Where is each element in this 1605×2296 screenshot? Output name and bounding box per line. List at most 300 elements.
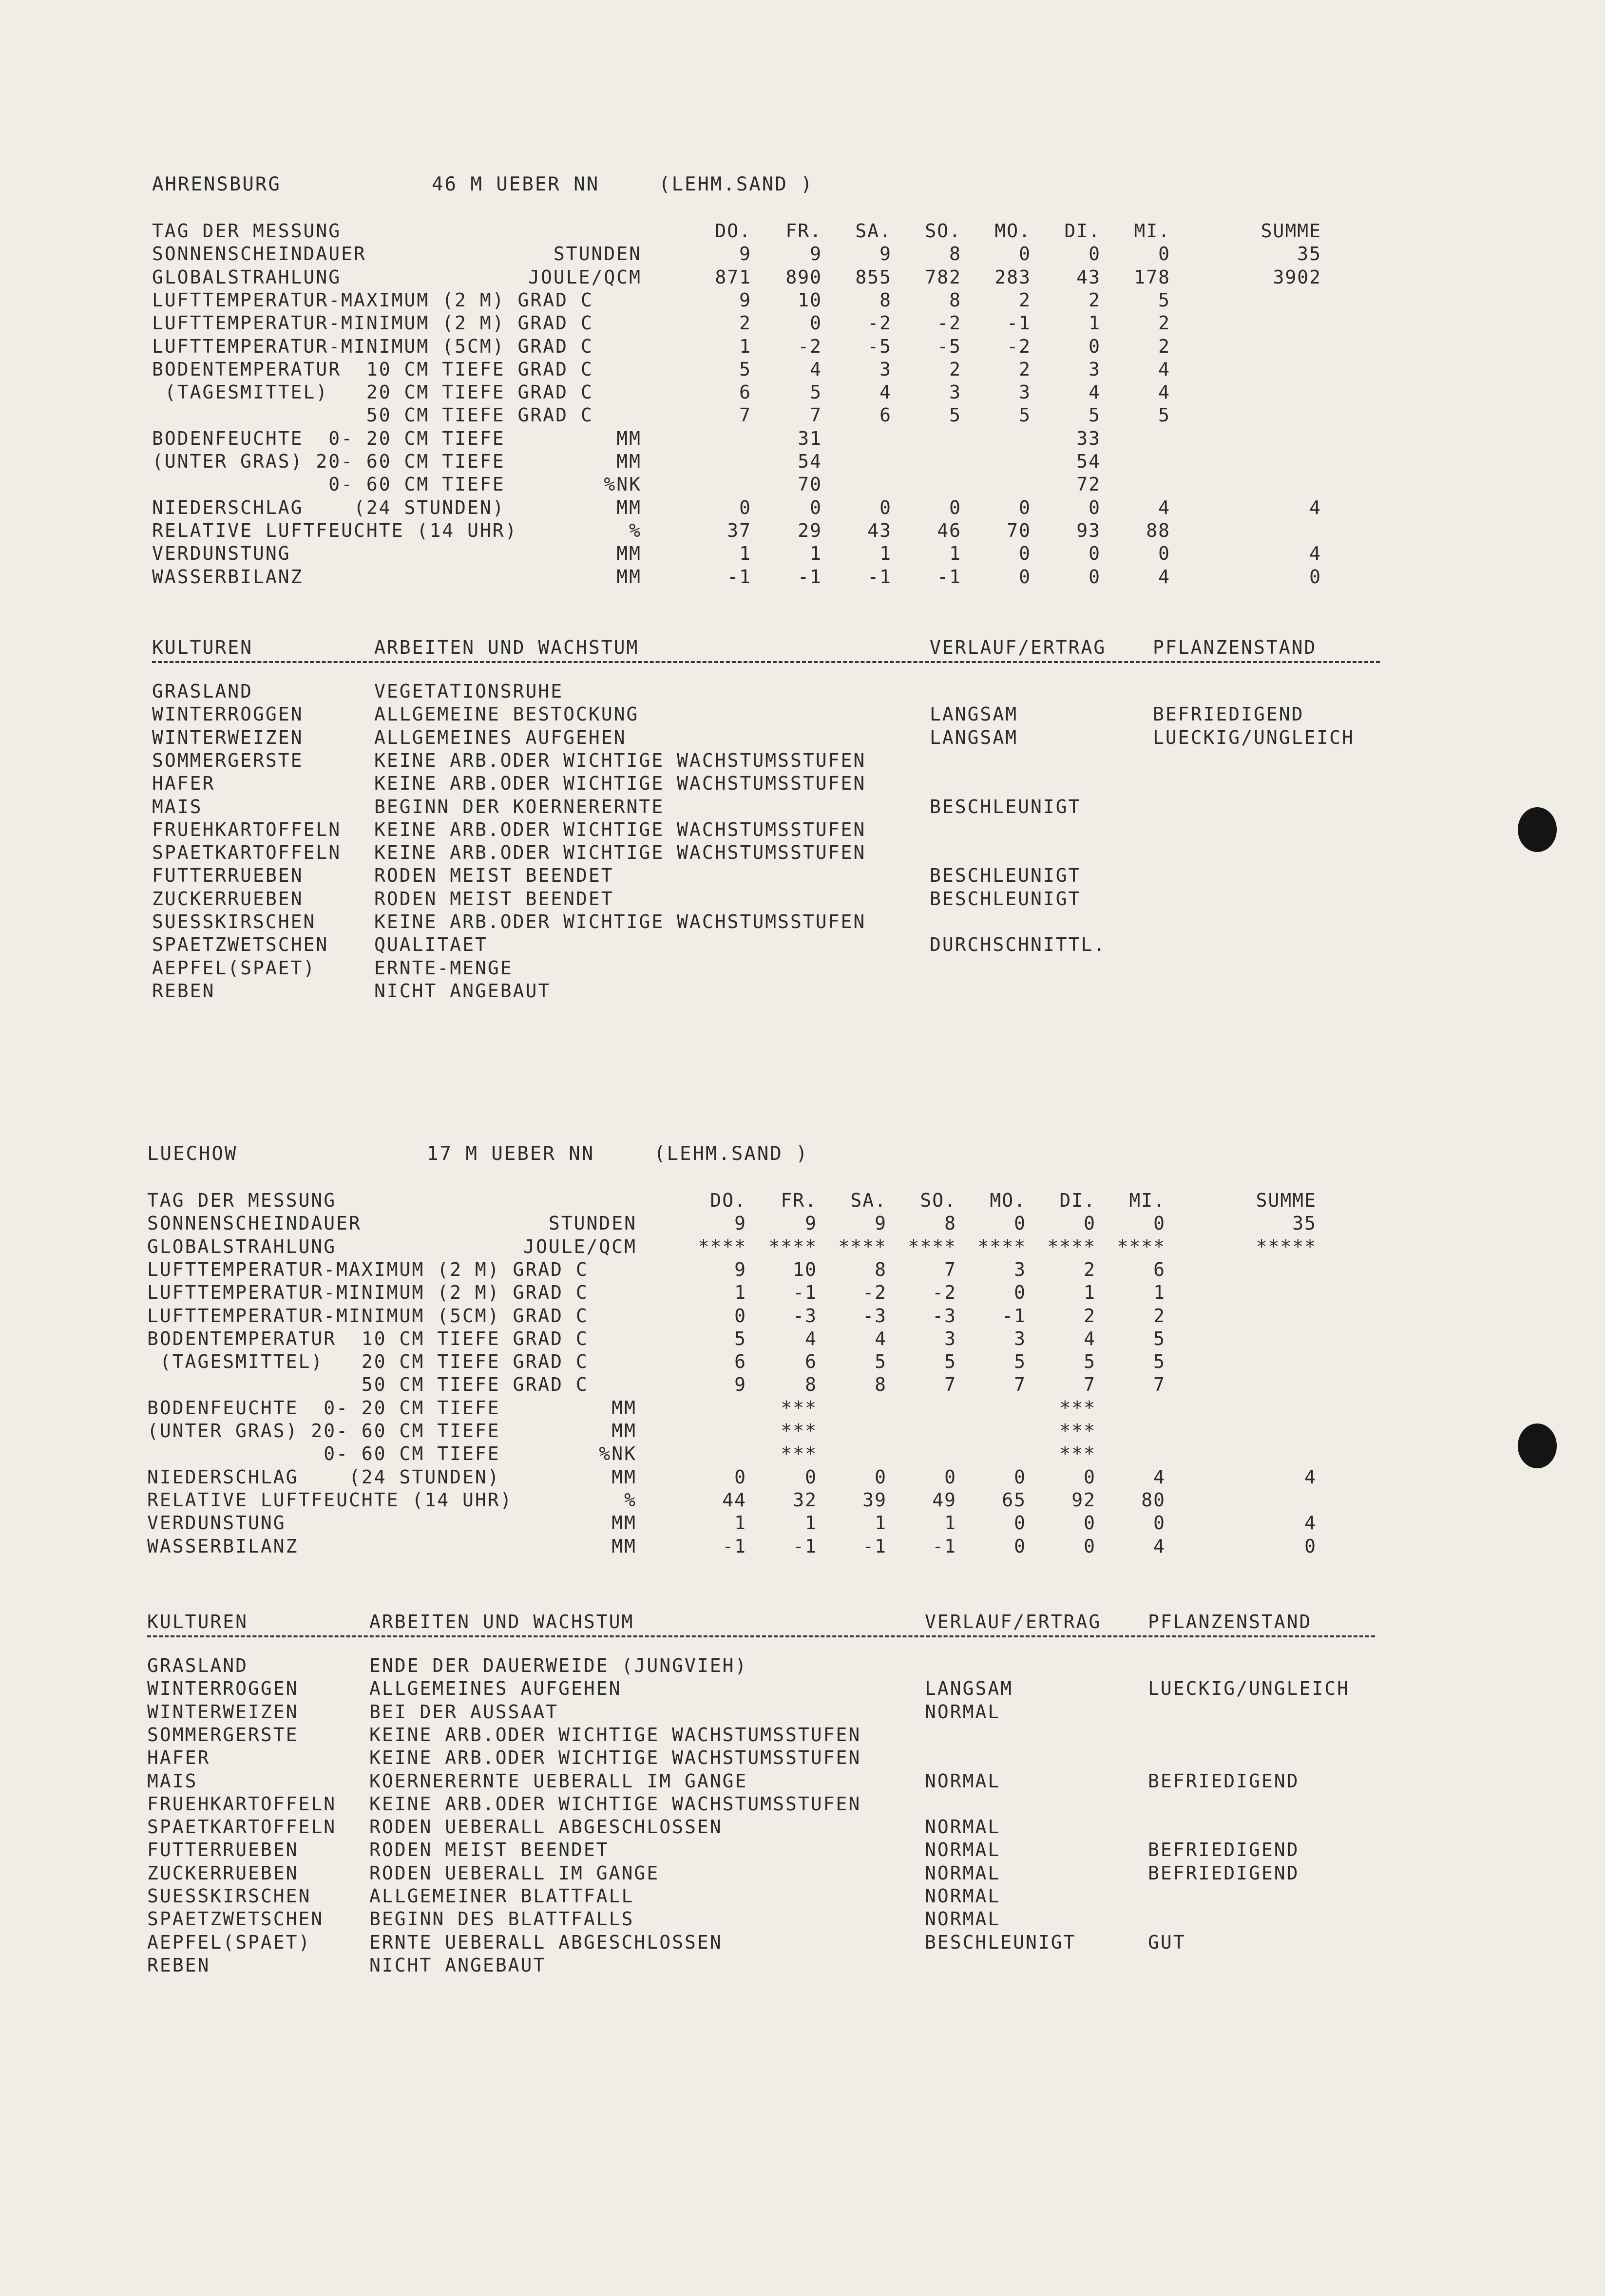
weather-value: 7 (1153, 1374, 1166, 1396)
crop-row (152, 702, 1395, 726)
crop-state: LUECKIG/UNGLEICH (1148, 1678, 1350, 1700)
weather-label: NIEDERSCHLAG (24 STUNDEN) (147, 1466, 500, 1488)
weather-value: 2 (949, 358, 961, 380)
weather-value: -3 (793, 1305, 817, 1327)
crop-work: ALLGEMEINES AUFGEHEN (374, 726, 627, 748)
day-header: FR. (781, 1190, 817, 1211)
weather-value: -2 (932, 1282, 956, 1304)
weather-value: 3 (1014, 1328, 1026, 1349)
crop-name: SOMMERGERSTE (152, 749, 304, 771)
weather-value: 49 (932, 1489, 956, 1511)
crop-course: NORMAL (925, 1770, 1001, 1792)
weather-row (152, 565, 1321, 588)
weather-label-cell (147, 1235, 637, 1258)
weather-label-cell (152, 242, 642, 266)
crop-work: KEINE ARB.ODER WICHTIGE WACHSTUMSSTUFEN (374, 842, 866, 864)
weather-value: 46 (937, 519, 961, 541)
crop-row (152, 841, 1395, 864)
crop-row (152, 887, 1395, 911)
weather-value: 6 (1153, 1258, 1166, 1280)
weather-header-row (147, 1189, 1317, 1212)
crop-row (147, 1654, 1390, 1677)
weather-value: 0 (1014, 1535, 1026, 1557)
crop-state: LUECKIG/UNGLEICH (1153, 726, 1355, 748)
weather-value: 10 (798, 289, 822, 311)
weather-row (152, 242, 1321, 266)
crop-row (152, 910, 1395, 933)
crop-name: SUESSKIRSCHEN (152, 911, 316, 932)
weather-label: (TAGESMITTEL) 20 CM TIEFE GRAD C (147, 1351, 589, 1373)
crop-row (147, 1769, 1390, 1793)
weather-label: (UNTER GRAS) 20- 60 CM TIEFE (152, 451, 505, 472)
crop-work: KEINE ARB.ODER WICHTIGE WACHSTUMSSTUFEN (374, 773, 866, 795)
weather-value: **** (977, 1235, 1026, 1257)
weather-value: 0 (1084, 1535, 1096, 1557)
weather-row (147, 1511, 1317, 1535)
weather-value: 5 (1153, 1328, 1166, 1349)
weather-value: 0 (739, 496, 751, 518)
weather-value: -1 (727, 566, 751, 588)
weather-label-cell (152, 266, 642, 289)
weather-value: 2 (1089, 289, 1101, 311)
station-ahrensburg (152, 173, 1605, 1245)
weather-label-cell (152, 565, 642, 588)
weather-value: 0 (1014, 1213, 1026, 1234)
weather-value: -1 (867, 566, 892, 588)
weather-row (152, 358, 1321, 381)
weather-value: 5 (875, 1351, 887, 1373)
crop-name: SUESSKIRSCHEN (147, 1885, 311, 1907)
weather-value: 3 (879, 358, 892, 380)
weather-header-row (152, 219, 1321, 243)
weather-value: 5 (810, 381, 822, 403)
weather-value: 9 (875, 1213, 887, 1234)
weather-value: **** (838, 1235, 887, 1257)
weather-label-cell (147, 1465, 637, 1489)
dashed-divider (147, 1635, 1375, 1639)
weather-unit: STUNDEN (548, 1213, 637, 1234)
weather-value: **** (768, 1235, 817, 1257)
weather-value: 0 (1158, 243, 1170, 265)
crop-state: BEFRIEDIGEND (1148, 1839, 1299, 1861)
weather-label: BODENTEMPERATUR 10 CM TIEFE GRAD C (147, 1328, 589, 1349)
day-header: MI. (1134, 220, 1170, 242)
weather-label: (UNTER GRAS) 20- 60 CM TIEFE (147, 1420, 500, 1442)
weather-value: 7 (1014, 1374, 1026, 1396)
crop-row (147, 1723, 1390, 1746)
crop-row (147, 1746, 1390, 1769)
crop-course: DURCHSCHNITTL. (930, 934, 1107, 956)
weather-value: 3 (1089, 358, 1101, 380)
station-soil: (LEHM.SAND ) (654, 1143, 809, 1165)
weather-value: 4 (1153, 1535, 1166, 1557)
weather-label: 0- 60 CM TIEFE (147, 1443, 500, 1465)
weather-value: 0 (1084, 1512, 1096, 1534)
weather-label: 0- 60 CM TIEFE (152, 474, 505, 495)
weather-value: 2 (1019, 358, 1031, 380)
weather-value: -1 (793, 1282, 817, 1304)
weather-label: LUFTTEMPERATUR-MINIMUM (2 M) GRAD C (147, 1282, 589, 1304)
crop-work: QUALITAET (374, 934, 488, 956)
weather-value: 9 (739, 243, 751, 265)
crop-course: BESCHLEUNIGT (930, 888, 1081, 910)
weather-value: **** (698, 1235, 746, 1257)
weather-value: 5 (1158, 404, 1170, 426)
weather-value: 1 (739, 335, 751, 357)
weather-label-cell (152, 496, 642, 519)
weather-value: 2 (1084, 1258, 1096, 1280)
weather-value: -5 (867, 335, 892, 357)
weather-sum: 35 (1297, 243, 1321, 265)
weather-value: 8 (875, 1258, 887, 1280)
weather-value: 178 (1134, 266, 1170, 288)
crop-row (147, 1815, 1390, 1839)
crop-row (152, 864, 1395, 887)
station-name: LUECHOW (147, 1143, 238, 1165)
weather-value: 1 (944, 1512, 956, 1534)
weather-value: 0 (1089, 496, 1101, 518)
weather-value: 29 (798, 519, 822, 541)
weather-value: 0 (734, 1305, 746, 1327)
weather-row (147, 1396, 1317, 1420)
verlauf-header: VERLAUF/ERTRAG (930, 637, 1107, 658)
crop-row (147, 1700, 1390, 1724)
crop-row (152, 680, 1395, 703)
crop-name: ZUCKERRUEBEN (147, 1862, 299, 1884)
weather-unit: MM (616, 496, 642, 518)
crop-work: ALLGEMEINES AUFGEHEN (369, 1678, 622, 1700)
weather-label: LUFTTEMPERATUR-MINIMUM (5CM) GRAD C (152, 335, 593, 357)
weather-value: 8 (949, 289, 961, 311)
weather-label: RELATIVE LUFTFEUCHTE (14 UHR) (152, 519, 518, 541)
weather-value: 8 (949, 243, 961, 265)
weather-label: WASSERBILANZ (147, 1535, 299, 1557)
weather-value: 54 (798, 451, 822, 472)
sum-header: SUMME (1261, 220, 1321, 242)
crop-work: KEINE ARB.ODER WICHTIGE WACHSTUMSSTUFEN (374, 911, 866, 932)
crop-course: LANGSAM (930, 703, 1018, 725)
weather-value: 0 (1084, 1466, 1096, 1488)
stand-header: PFLANZENSTAND (1148, 1611, 1312, 1632)
weather-value: 1 (810, 543, 822, 565)
dashed-divider (152, 661, 1380, 665)
weather-value: 0 (1019, 496, 1031, 518)
weather-row (152, 335, 1321, 358)
weather-value: 1 (1153, 1282, 1166, 1304)
day-header: FR. (785, 220, 822, 242)
weather-value: -1 (793, 1535, 817, 1557)
day-header: MO. (990, 1190, 1026, 1211)
weather-label-cell (152, 311, 642, 335)
weather-value: *** (1059, 1420, 1096, 1442)
weather-sum: 35 (1292, 1213, 1317, 1234)
kulturen-header: KULTUREN (147, 1611, 248, 1632)
weather-value: -1 (937, 566, 961, 588)
weather-value: 1 (949, 543, 961, 565)
weather-row (152, 288, 1321, 312)
weather-label-cell (147, 1373, 637, 1396)
weather-row (147, 1281, 1317, 1304)
weather-value: -5 (937, 335, 961, 357)
weather-value: -1 (862, 1535, 887, 1557)
crop-row (147, 1861, 1390, 1885)
station-luechow (147, 1142, 1605, 2214)
weather-value: 65 (1002, 1489, 1026, 1511)
weather-label: WASSERBILANZ (152, 566, 304, 588)
weather-value: 855 (855, 266, 892, 288)
crop-row (152, 795, 1395, 818)
weather-value: 54 (1076, 451, 1101, 472)
weather-value: 72 (1076, 474, 1101, 495)
crop-row (152, 818, 1395, 841)
arbeiten-header: ARBEITEN UND WACHSTUM (369, 1611, 634, 1632)
weather-value: 3 (944, 1328, 956, 1349)
weather-label-cell (152, 288, 642, 312)
crop-work: ENDE DER DAUERWEIDE (JUNGVIEH) (369, 1655, 748, 1676)
weather-value: 890 (785, 266, 822, 288)
weather-value: 9 (734, 1213, 746, 1234)
weather-unit: MM (611, 1535, 637, 1557)
weather-value: 1 (805, 1512, 817, 1534)
crop-row (147, 1838, 1390, 1861)
weather-unit: MM (616, 566, 642, 588)
weather-unit: MM (611, 1512, 637, 1534)
crop-row (152, 956, 1395, 980)
crop-name: AEPFEL(SPAET) (152, 957, 316, 979)
crop-work: VEGETATIONSRUHE (374, 681, 564, 702)
weather-value: 1 (734, 1512, 746, 1534)
arbeiten-header: ARBEITEN UND WACHSTUM (374, 637, 639, 658)
weather-value: 2 (1084, 1305, 1096, 1327)
weather-value: *** (781, 1420, 817, 1442)
weather-value: 1 (739, 543, 751, 565)
weather-label: (TAGESMITTEL) 20 CM TIEFE GRAD C (152, 381, 593, 403)
crop-work: KOERNERERNTE UEBERALL IM GANGE (369, 1770, 748, 1792)
weather-label-cell (147, 1419, 637, 1442)
weather-value: 8 (879, 289, 892, 311)
crop-work: RODEN MEIST BEENDET (374, 865, 614, 887)
weather-value: 4 (1158, 566, 1170, 588)
weather-value: 92 (1071, 1489, 1096, 1511)
weather-value: 2 (739, 312, 751, 334)
crop-work: KEINE ARB.ODER WICHTIGE WACHSTUMSSTUFEN (369, 1793, 861, 1815)
weather-value: 5 (1084, 1351, 1096, 1373)
weather-label: LUFTTEMPERATUR-MINIMUM (2 M) GRAD C (152, 312, 593, 334)
crop-work: BEGINN DES BLATTFALLS (369, 1908, 634, 1930)
weather-value: *** (781, 1397, 817, 1419)
weather-value: -2 (1007, 335, 1031, 357)
crop-name: SPAETZWETSCHEN (147, 1908, 324, 1930)
weather-sum: ***** (1256, 1235, 1317, 1257)
weather-value: -1 (722, 1535, 746, 1557)
weather-label: BODENFEUCHTE 0- 20 CM TIEFE (147, 1397, 500, 1419)
stand-header: PFLANZENSTAND (1153, 637, 1317, 658)
weather-row (152, 496, 1321, 519)
crop-name: REBEN (147, 1954, 210, 1976)
crop-work: BEGINN DER KOERNERERNTE (374, 796, 665, 817)
weather-value: **** (1047, 1235, 1096, 1257)
day-header: SA. (850, 1190, 887, 1211)
weather-value: 0 (879, 496, 892, 518)
weather-row (152, 380, 1321, 404)
weather-value: 782 (925, 266, 961, 288)
weather-label-cell (152, 427, 642, 450)
day-header: SO. (920, 1190, 956, 1211)
weather-value: 2 (1158, 312, 1170, 334)
weather-value: 43 (867, 519, 892, 541)
weather-value: 0 (1014, 1466, 1026, 1488)
weather-value: 0 (1014, 1282, 1026, 1304)
weather-value: 0 (875, 1466, 887, 1488)
crop-state: BEFRIEDIGEND (1148, 1770, 1299, 1792)
crop-name: HAFER (147, 1747, 210, 1769)
weather-value: 70 (1007, 519, 1031, 541)
station-name: AHRENSBURG (152, 173, 281, 195)
weather-sum: 4 (1304, 1466, 1317, 1488)
crop-name: AEPFEL(SPAET) (147, 1931, 311, 1953)
weather-value: 1 (875, 1512, 887, 1534)
day-header: SO. (925, 220, 961, 242)
weather-value: 0 (1089, 566, 1101, 588)
weather-row (152, 519, 1321, 542)
weather-label-cell (152, 335, 642, 358)
crop-work: RODEN MEIST BEENDET (374, 888, 614, 910)
crop-name: FUTTERRUEBEN (147, 1839, 299, 1861)
crop-name: SOMMERGERSTE (147, 1724, 299, 1746)
crop-row (147, 1884, 1390, 1908)
weather-row (152, 403, 1321, 427)
weather-value: 0 (1089, 335, 1101, 357)
weather-row (147, 1465, 1317, 1489)
crop-course: BESCHLEUNIGT (930, 796, 1081, 817)
weather-unit: MM (616, 451, 642, 472)
weather-label: GLOBALSTRAHLUNG (152, 266, 342, 288)
weather-value: -1 (1002, 1305, 1026, 1327)
weather-value: 4 (879, 381, 892, 403)
weather-unit: MM (616, 543, 642, 565)
weather-label-cell (147, 1535, 637, 1558)
weather-label-cell (147, 1396, 637, 1420)
weather-value: 7 (1084, 1374, 1096, 1396)
weather-value: 3 (949, 381, 961, 403)
weather-value: 6 (739, 381, 751, 403)
weather-label-cell (147, 1442, 637, 1465)
crop-work: KEINE ARB.ODER WICHTIGE WACHSTUMSSTUFEN (369, 1747, 861, 1769)
crop-row (152, 749, 1395, 772)
weather-value: 0 (1153, 1512, 1166, 1534)
weather-value: 5 (949, 404, 961, 426)
crop-row (152, 726, 1395, 749)
weather-value: *** (1059, 1397, 1096, 1419)
weather-value: 2 (1153, 1305, 1166, 1327)
weather-value: 0 (1014, 1512, 1026, 1534)
weather-value: 1 (1089, 312, 1101, 334)
crop-name: HAFER (152, 773, 215, 795)
crop-work: RODEN UEBERALL ABGESCHLOSSEN (369, 1816, 723, 1838)
weather-sum: 4 (1309, 543, 1321, 565)
crop-name: SPAETZWETSCHEN (152, 934, 329, 956)
weather-value: 5 (1153, 1351, 1166, 1373)
weather-value: 9 (734, 1258, 746, 1280)
day-header: DO. (710, 1190, 746, 1211)
crop-name: MAIS (152, 796, 203, 817)
weather-value: 0 (1019, 243, 1031, 265)
measure-label: TAG DER MESSUNG (147, 1190, 337, 1211)
weather-unit: %NK (604, 474, 642, 495)
weather-value: 4 (805, 1328, 817, 1349)
weather-unit: JOULE/QCM (523, 1235, 637, 1257)
weather-label-cell (147, 1258, 637, 1281)
weather-label-cell (147, 1281, 637, 1304)
crop-name: SPAETKARTOFFELN (147, 1816, 337, 1838)
weather-value: -2 (937, 312, 961, 334)
weather-value: 10 (793, 1258, 817, 1280)
weather-value: 0 (1019, 543, 1031, 565)
weather-row (147, 1327, 1317, 1350)
weather-label: NIEDERSCHLAG (24 STUNDEN) (152, 496, 505, 518)
weather-label-cell (152, 542, 642, 565)
weather-unit: % (629, 519, 642, 541)
weather-value: 4 (1084, 1328, 1096, 1349)
weather-value: 0 (1019, 566, 1031, 588)
weather-value: 5 (1158, 289, 1170, 311)
crop-name: FRUEHKARTOFFELN (147, 1793, 337, 1815)
weather-label: BODENFEUCHTE 0- 20 CM TIEFE (152, 427, 505, 449)
weather-value: 70 (798, 474, 822, 495)
crop-row (152, 933, 1395, 956)
weather-unit: JOULE/QCM (528, 266, 642, 288)
weather-value: 6 (734, 1351, 746, 1373)
crop-name: GRASLAND (152, 681, 253, 702)
weather-value: 44 (722, 1489, 746, 1511)
crop-state: BEFRIEDIGEND (1153, 703, 1304, 725)
weather-value: 0 (944, 1466, 956, 1488)
weather-value: 4 (875, 1328, 887, 1349)
weather-value: 6 (879, 404, 892, 426)
weather-value: 9 (879, 243, 892, 265)
weather-unit: MM (611, 1420, 637, 1442)
crop-name: FRUEHKARTOFFELN (152, 818, 342, 840)
day-header: DI. (1064, 220, 1101, 242)
crop-work: ERNTE UEBERALL ABGESCHLOSSEN (369, 1931, 723, 1953)
weather-label-cell (152, 450, 642, 473)
weather-value: 1 (1084, 1282, 1096, 1304)
weather-value: 0 (1084, 1213, 1096, 1234)
crop-work: NICHT ANGEBAUT (369, 1954, 546, 1976)
weather-sum: 4 (1309, 496, 1321, 518)
crop-work: NICHT ANGEBAUT (374, 980, 551, 1002)
crop-state: BEFRIEDIGEND (1148, 1862, 1299, 1884)
weather-value: **** (1117, 1235, 1166, 1257)
crop-work: ERNTE-MENGE (374, 957, 513, 979)
weather-unit: MM (616, 427, 642, 449)
weather-value: 1 (734, 1282, 746, 1304)
crop-work: RODEN UEBERALL IM GANGE (369, 1862, 660, 1884)
day-header: DI. (1059, 1190, 1096, 1211)
weather-sum: 0 (1309, 566, 1321, 588)
weather-value: -1 (1007, 312, 1031, 334)
crop-course: LANGSAM (930, 726, 1018, 748)
weather-value: 5 (1019, 404, 1031, 426)
weather-value: 37 (727, 519, 751, 541)
day-header: SA. (855, 220, 892, 242)
weather-value: 8 (805, 1374, 817, 1396)
crop-header-row (152, 636, 1395, 659)
crop-name: REBEN (152, 980, 215, 1002)
weather-label-cell (147, 1212, 637, 1235)
weather-value: 4 (1153, 1466, 1166, 1488)
weather-label-cell (152, 473, 642, 496)
